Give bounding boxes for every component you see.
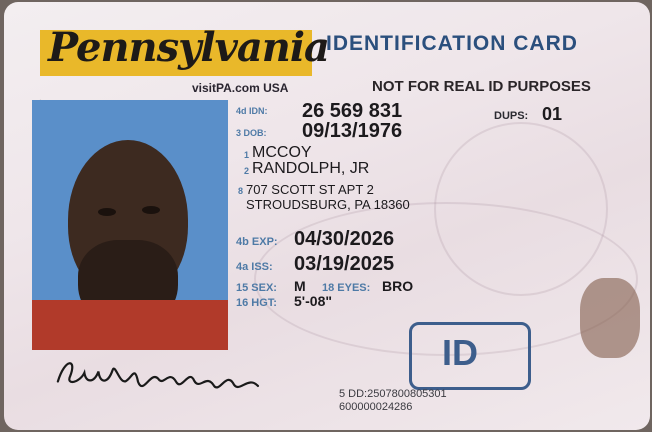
dob-label: 3 DOB: — [236, 128, 267, 138]
sex-value: M — [294, 278, 306, 294]
dups-value: 01 — [542, 104, 563, 124]
idn-value: 26 569 831 — [302, 100, 403, 122]
dd-value: 2507800805301 — [367, 388, 447, 400]
height-value: 5'-08" — [294, 293, 332, 309]
dd-value-2: 600000024286 — [339, 401, 413, 413]
given-name-label: 2 — [244, 166, 250, 176]
exp-label: 4b EXP: — [236, 236, 278, 248]
surname-label: 1 — [244, 150, 250, 160]
address-line-1: 707 SCOTT ST APT 2 — [246, 182, 374, 197]
portrait-eye — [98, 208, 116, 216]
signature — [53, 351, 275, 412]
address-line-2: STROUDSBURG, PA 18360 — [246, 197, 410, 212]
sex-label: 15 SEX: — [236, 282, 277, 294]
idn-label: 4d IDN: — [236, 106, 268, 116]
website-label: visitPA.com USA — [192, 81, 289, 95]
id-badge-text: ID — [442, 332, 478, 373]
address-label: 8 — [238, 186, 244, 196]
not-real-id-notice: NOT FOR REAL ID PURPOSES — [372, 78, 591, 95]
portrait-photo — [32, 100, 228, 350]
ghost-portrait — [580, 278, 640, 358]
eyes-label: 18 EYES: — [322, 282, 371, 294]
dups-label: DUPS: — [494, 110, 529, 122]
state-name: Pennsylvania — [48, 24, 329, 71]
id-card — [4, 2, 650, 430]
iss-label: 4a ISS: — [236, 261, 273, 273]
portrait-shirt — [32, 300, 228, 350]
portrait-eye — [142, 206, 160, 214]
surname-value: MCCOY — [252, 144, 312, 161]
card-title: IDENTIFICATION CARD — [326, 32, 578, 55]
iss-value: 03/19/2025 — [294, 253, 395, 275]
dd-label: 5 DD: — [339, 388, 368, 400]
eyes-value: BRO — [382, 278, 414, 294]
exp-value: 04/30/2026 — [294, 228, 395, 250]
signature-scrawl — [53, 351, 275, 406]
dob-value: 09/13/1976 — [302, 120, 403, 142]
document-discriminator — [339, 388, 447, 414]
given-name-value: RANDOLPH, JR — [252, 160, 370, 177]
height-label: 16 HGT: — [236, 297, 277, 309]
